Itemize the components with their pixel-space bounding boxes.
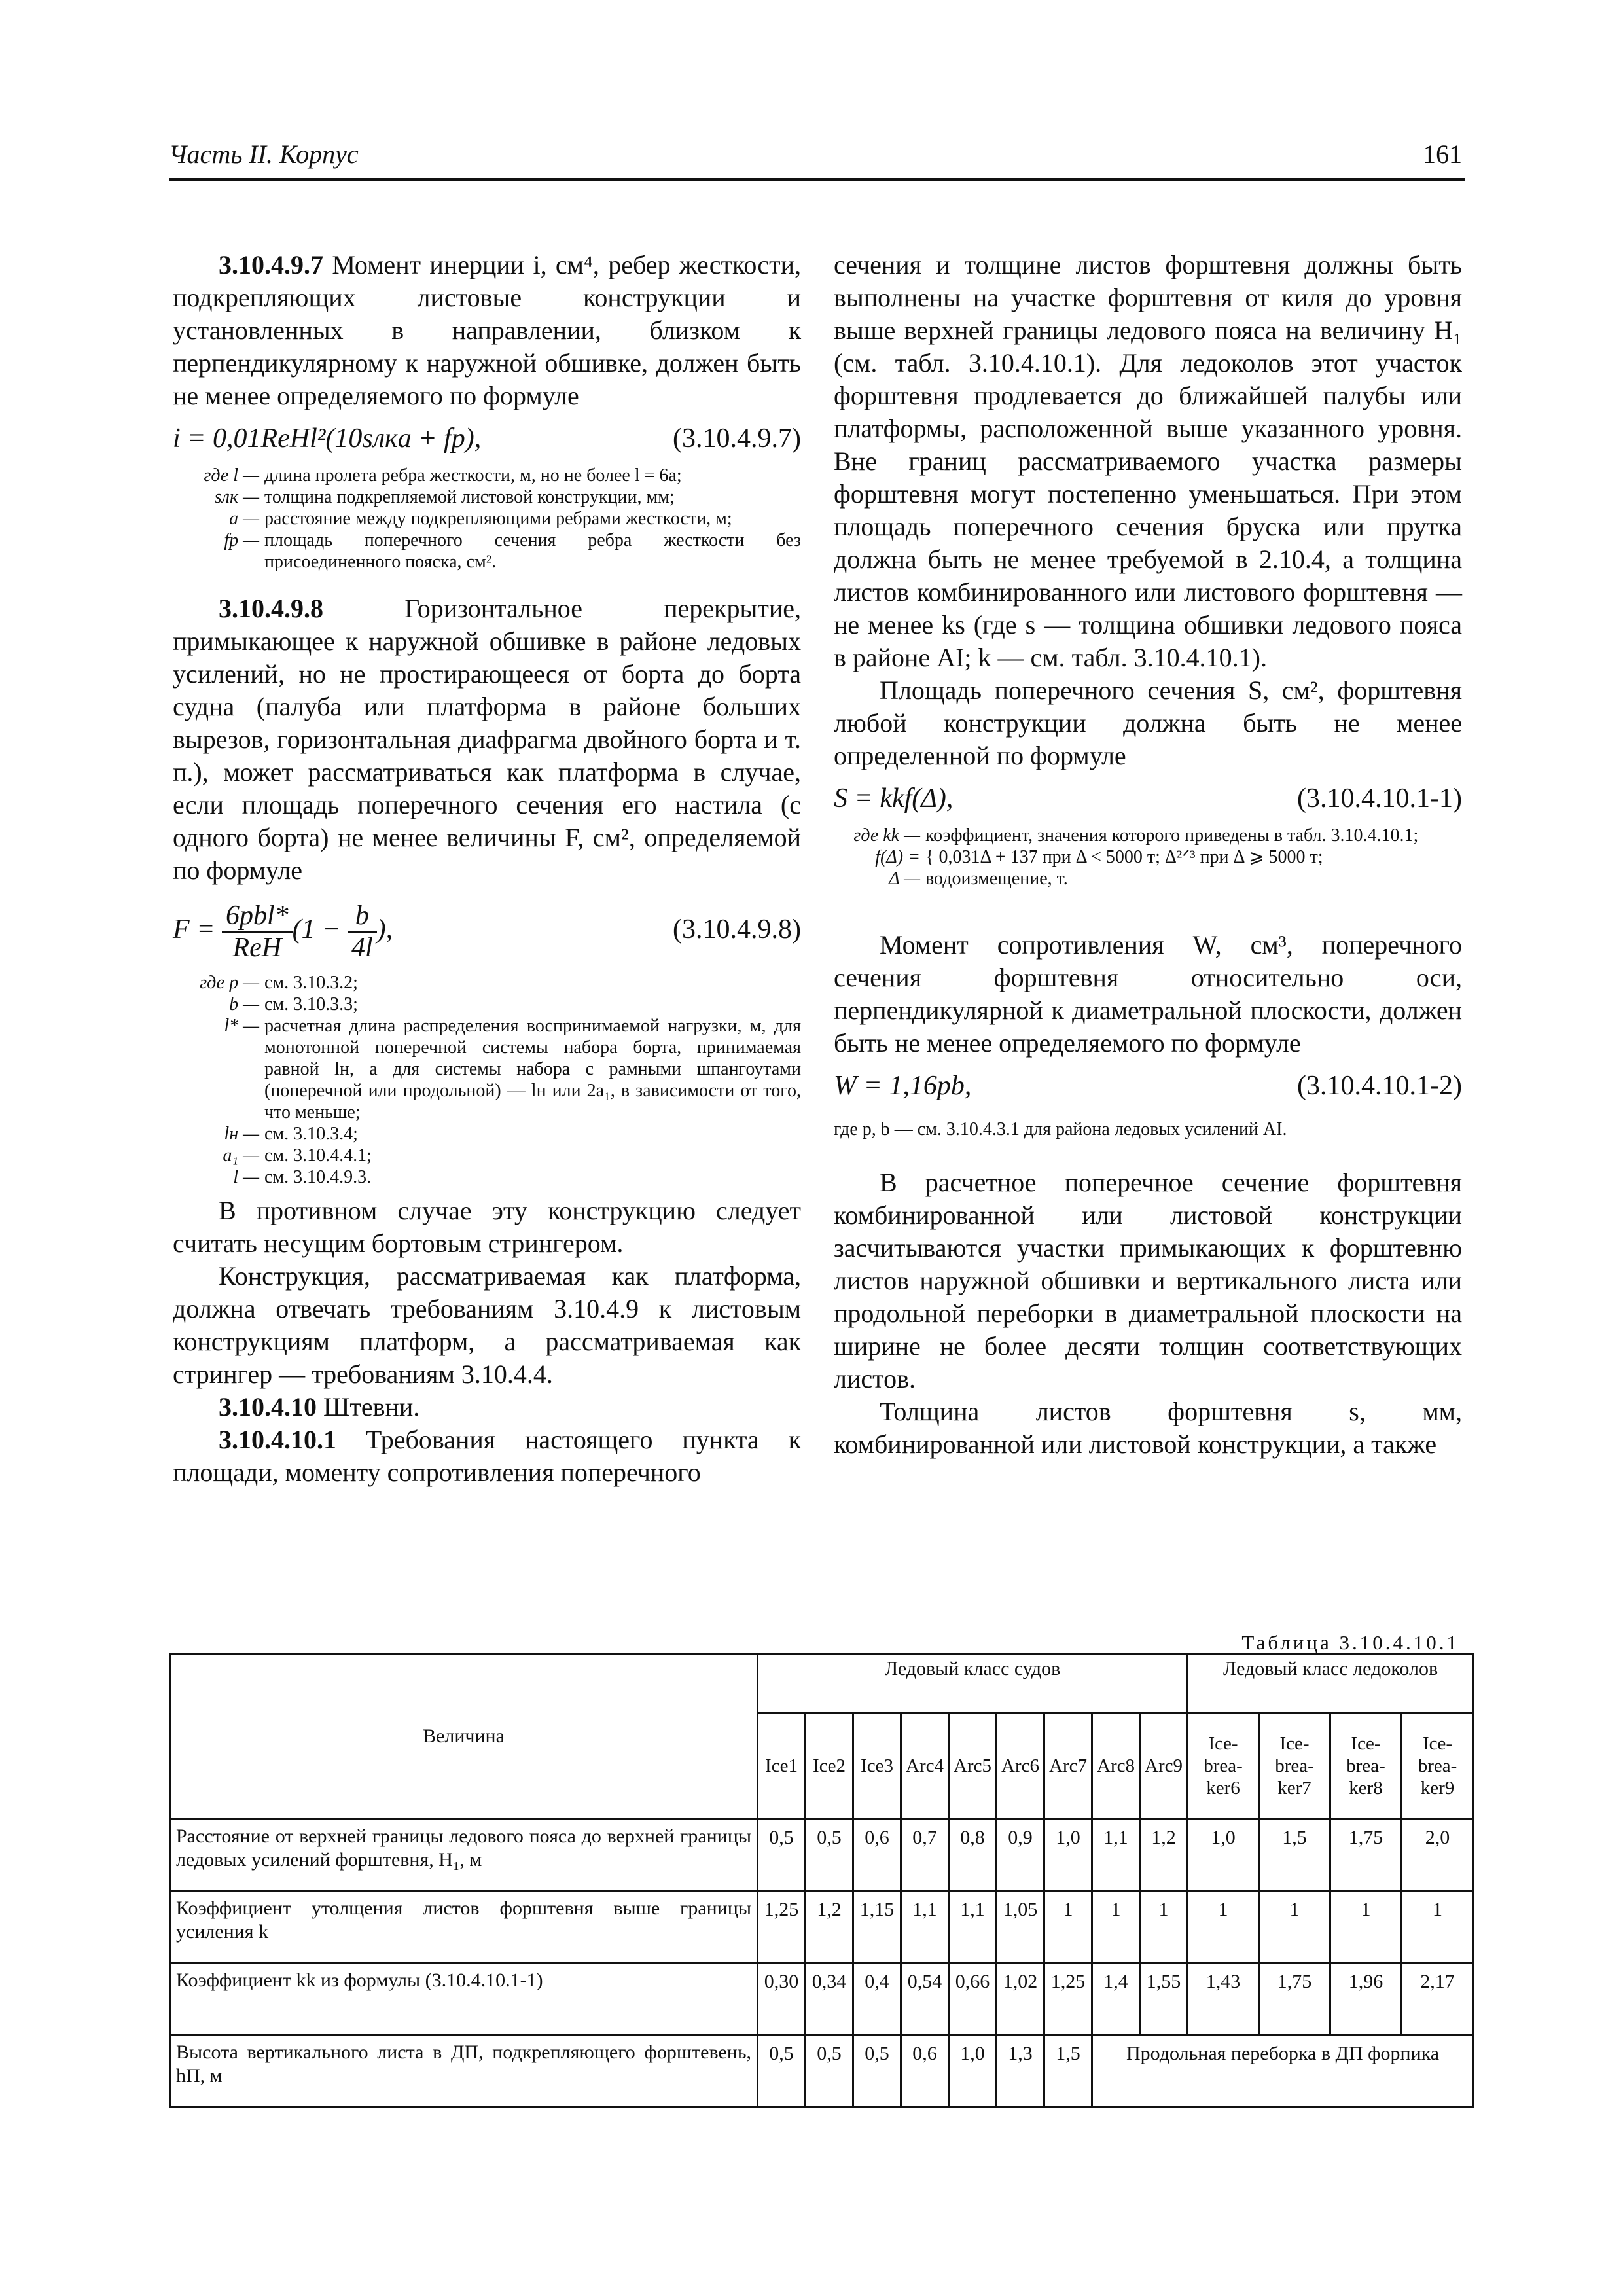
value-cell: 1,05 — [997, 1891, 1044, 1963]
quantity-name-cell: Коэффициент утолщения листов форштевня выше границы усиления k — [170, 1891, 758, 1963]
value-cell: 1 — [1140, 1891, 1188, 1963]
class-header-cell: Arc5 — [949, 1713, 997, 1819]
value-cell: 0,54 — [901, 1963, 949, 2035]
value-cell: 1,3 — [997, 2035, 1044, 2107]
paragraph-section: В расчетное поперечное сечение форштевня комбинированной или листовой конструкции засчитываются участки примыкающих к форштевню листов наружной обшивки и вертикального листа или продольной переборки в диаметральной плоскости на ширине не более десяти толщин соответствующих листов. — [834, 1168, 1462, 1393]
left-column — [173, 249, 801, 1489]
definition-row — [834, 825, 1462, 846]
value-cell: 1,5 — [1044, 2035, 1092, 2107]
quantity-name-cell: Высота вертикального листа в ДП, подкрепляющего форштевень, hП, м — [170, 2035, 758, 2107]
definition-symbol: l* — — [224, 1016, 259, 1036]
where-list-2 — [173, 972, 801, 1188]
value-cell: 0,7 — [901, 1819, 949, 1891]
value-cell: 1,75 — [1330, 1819, 1402, 1891]
value-cell: 1,5 — [1259, 1819, 1330, 1891]
ice-class-table — [169, 1653, 1474, 2108]
definition-symbol: f(Δ) = — [875, 847, 920, 867]
page-header — [169, 139, 1465, 181]
value-cell: 1,02 — [997, 1963, 1044, 2035]
value-cell: 1,0 — [1188, 1819, 1259, 1891]
value-cell: 1,0 — [949, 2035, 997, 2107]
value-cell: 0,34 — [806, 1963, 853, 2035]
class-header-cell: Arc8 — [1092, 1713, 1140, 1819]
definition-symbol: l — — [233, 1167, 259, 1187]
value-cell: 1 — [1330, 1891, 1402, 1963]
value-cell: 0,6 — [901, 2035, 949, 2107]
value-cell: 0,6 — [853, 1819, 901, 1891]
value-cell: 1 — [1259, 1891, 1330, 1963]
definition-text: см. 3.10.3.3; — [264, 994, 358, 1014]
class-header-cell: Ice-brea-ker7 — [1259, 1713, 1330, 1819]
definition-text: см. 3.10.3.2; — [264, 973, 358, 993]
fraction: $\frac{b}{4l}$ — [348, 901, 377, 963]
class-header-cell: Arc6 — [997, 1713, 1044, 1819]
value-cell: 1,75 — [1259, 1963, 1330, 2035]
definition-row — [173, 465, 801, 486]
value-cell: 0,5 — [806, 2035, 853, 2107]
value-cell: 1,1 — [949, 1891, 997, 1963]
header-icebreaker-classes: Ледовый класс ледоколов — [1188, 1654, 1474, 1713]
definition-row — [173, 1166, 801, 1188]
definition-symbol: a₁ — — [223, 1145, 259, 1166]
value-cell: 1,2 — [806, 1891, 853, 1963]
formula-3-10-4-10-1-2: W = 1,16pb, (3.10.4.10.1-2) — [834, 1071, 1462, 1101]
paragraph-continued: сечения и толщине листов форштевня должны быть выполнены на участке форштевня от киля до уровня выше верхней границы ледового пояса на величину H₁ (см. табл. 3.10.4.10.1). Для ледоколов этот участок форштевня продлевается до ближайшей палубы или платформы, расположенной выше указанного уровня. Вне границ рассматриваемого участка размеры форштевня могут постепенно уменьшаться. При этом площадь поперечного сечения бруска или прутка должна быть не менее требуемой в 2.10.4, а толщина листов комбинированного или листового форштевня — не менее ks (где s — толщина обшивки ледового пояса в районе AI; k — см. табл. 3.10.4.10.1). — [834, 250, 1462, 672]
table-row — [170, 1891, 1474, 1963]
formula-3-10-4-9-7: i = 0,01ReHl²(10sлкa + fр), (3.10.4.9.7) — [173, 423, 801, 454]
definition-row — [173, 972, 801, 994]
value-cell: 1,1 — [1092, 1819, 1140, 1891]
class-header-cell: Arc7 — [1044, 1713, 1092, 1819]
definition-text: расчетная длина распределения воспринимаемой нагрузки, м, для монотонной поперечной системы набора борта, принимаемая равной lн, а для системы набора с рамными шпангоутами (поперечной или продольной) — lн или 2a₁, в зависимости от того, что меньше; — [264, 1016, 801, 1122]
header-ship-classes: Ледовый класс судов — [758, 1654, 1188, 1713]
value-cell: 2,17 — [1402, 1963, 1474, 2035]
value-cell: 1 — [1402, 1891, 1474, 1963]
definition-text: см. 3.10.3.4; — [264, 1124, 358, 1144]
value-cell: 1,2 — [1140, 1819, 1188, 1891]
value-cell: 2,0 — [1402, 1819, 1474, 1891]
formula-3-10-4-10-1-1: S = kkf(Δ), (3.10.4.10.1-1) — [834, 783, 1462, 814]
value-cell: 0,5 — [853, 2035, 901, 2107]
value-cell: 0,9 — [997, 1819, 1044, 1891]
definition-row — [173, 529, 801, 573]
definition-symbol: где p — — [200, 973, 259, 993]
table-caption: Таблица 3.10.4.10.1 — [1241, 1631, 1459, 1654]
definition-symbol: lн — — [224, 1124, 259, 1144]
definition-row — [834, 868, 1462, 889]
value-cell: 1,96 — [1330, 1963, 1402, 2035]
where-note-4: где p, b — см. 3.10.4.3.1 для района ледовых усилений AI. — [834, 1119, 1287, 1139]
value-cell: 0,8 — [949, 1819, 997, 1891]
value-cell: 0,66 — [949, 1963, 997, 2035]
definition-row — [834, 846, 1462, 868]
value-cell: 0,30 — [758, 1963, 806, 2035]
definition-text: коэффициент, значения которого приведены в табл. 3.10.4.10.1; — [925, 825, 1419, 846]
definition-text: толщина подкрепляемой листовой конструкции, мм; — [264, 487, 675, 507]
where-list-1 — [173, 465, 801, 573]
value-cell: 1 — [1188, 1891, 1259, 1963]
definition-text: см. 3.10.4.9.3. — [264, 1167, 372, 1187]
value-cell: 1,0 — [1044, 1819, 1092, 1891]
value-cell: 1,1 — [901, 1891, 949, 1963]
definition-symbol: где kk — — [853, 825, 920, 846]
definition-row — [173, 1145, 801, 1166]
right-column — [834, 249, 1462, 1461]
table-row — [170, 1963, 1474, 2035]
value-cell: 0,4 — [853, 1963, 901, 2035]
class-header-cell: Ice2 — [806, 1713, 853, 1819]
definition-symbol: b — — [229, 994, 259, 1014]
definition-symbol: sлк — — [214, 487, 259, 507]
class-header-cell: Ice-brea-ker6 — [1188, 1713, 1259, 1819]
paragraph-moment: Момент сопротивления W, см³, поперечного сечения форштевня относительно оси, перпендикулярной к диаметральной плоскости, должен быть не менее определяемого по формуле — [834, 930, 1462, 1058]
table-row — [170, 2035, 1474, 2107]
paragraph-thickness: Толщина листов форштевня s, мм, комбинированной или листовой конструкции, а также — [834, 1397, 1462, 1459]
page-number: 161 — [1423, 139, 1462, 169]
definition-symbol: a — — [229, 509, 259, 529]
value-cell: 1,15 — [853, 1891, 901, 1963]
definition-text: см. 3.10.4.4.1; — [264, 1145, 372, 1166]
header-quantity: Величина — [170, 1654, 758, 1819]
definition-text: { 0,031Δ + 137 при Δ < 5000 т; Δ²ᐟ³ при Δ ⩾ 5000 т; — [925, 847, 1323, 867]
quantity-name-cell: Расстояние от верхней границы ледового пояса до верхней границы ледовых усилений форштевня, H₁, м — [170, 1819, 758, 1891]
paragraph-3-10-4-10-1: 3.10.4.10.1 Требования настоящего пункта к площади, моменту сопротивления поперечного — [173, 1425, 801, 1487]
running-title: Часть II. Корпус — [169, 139, 359, 169]
paragraph-3-10-4-9-8: 3.10.4.9.8 Горизонтальное перекрытие, примыкающее к наружной обшивке в районе ледовых усилений, но не простирающееся от борта до борта судна (палуба или платформа в районе больших вырезов, горизонтальная диафрагма двойного борта и т. п.), может рассматриваться как платформа в случае, если площадь поперечного сечения его настила (с одного борта) не менее величины F, см², определяемой по формуле — [173, 594, 801, 885]
class-header-cell: Ice-brea-ker9 — [1402, 1713, 1474, 1819]
definition-symbol: Δ — — [889, 869, 920, 889]
class-header-cell: Ice-brea-ker8 — [1330, 1713, 1402, 1819]
definition-row — [173, 486, 801, 508]
paragraph-3-10-4-9-7: 3.10.4.9.7 Момент инерции i, см⁴, ребер жесткости, подкрепляющих листовые конструкции и установленных в направлении, близком к перпендикулярному к наружной обшивке, должен быть не менее определяемого по формуле — [173, 250, 801, 410]
definition-symbol: fр — — [224, 530, 259, 550]
paragraph-construct: Конструкция, рассматриваемая как платформа, должна отвечать требованиям 3.10.4.9 к листовым конструкциям платформ, а рассматриваемая как стрингер — требованиям 3.10.4.4. — [173, 1261, 801, 1389]
paragraph-area: Площадь поперечного сечения S, см², форштевня любой конструкции должна быть не менее определенной по формуле — [834, 675, 1462, 770]
quantity-name-cell: Коэффициент kk из формулы (3.10.4.10.1-1) — [170, 1963, 758, 2035]
definition-row — [173, 994, 801, 1015]
value-cell: 1,25 — [1044, 1963, 1092, 2035]
merged-value-cell: Продольная переборка в ДП форпика — [1092, 2035, 1474, 2107]
definition-row — [173, 1015, 801, 1123]
value-cell: 1,4 — [1092, 1963, 1140, 2035]
value-cell: 1,25 — [758, 1891, 806, 1963]
table-body — [170, 1819, 1474, 2107]
table-row — [170, 1819, 1474, 1891]
definition-text: длина пролета ребра жесткости, м, но не более l = 6a; — [264, 465, 682, 486]
value-cell: 1,43 — [1188, 1963, 1259, 2035]
formula-3-10-4-9-8: F = $\frac{\text{6pbl*}}{\text{ReH}}$ (1 − $\frac{b}{4l}$ ), (3.10.4.9.8) — [173, 900, 801, 963]
paragraph-3-10-4-10: 3.10.4.10 Штевни. — [219, 1392, 420, 1422]
definition-symbol: где l — — [204, 465, 259, 486]
value-cell: 1,55 — [1140, 1963, 1188, 2035]
definition-text: расстояние между подкрепляющими ребрами жесткости, м; — [264, 509, 732, 529]
class-header-cell: Arc9 — [1140, 1713, 1188, 1819]
value-cell: 0,5 — [758, 1819, 806, 1891]
class-header-cell: Arc4 — [901, 1713, 949, 1819]
definition-row — [173, 508, 801, 529]
value-cell: 1 — [1092, 1891, 1140, 1963]
definition-row — [173, 1123, 801, 1145]
definition-text: водоизмещение, т. — [925, 869, 1068, 889]
fraction: $\frac{\text{6pbl*}}{\text{ReH}}$ — [222, 901, 293, 963]
value-cell: 1 — [1044, 1891, 1092, 1963]
class-header-cell: Ice3 — [853, 1713, 901, 1819]
where-list-3 — [834, 825, 1462, 889]
class-header-cell: Ice1 — [758, 1713, 806, 1819]
value-cell: 0,5 — [758, 2035, 806, 2107]
value-cell: 0,5 — [806, 1819, 853, 1891]
paragraph-otherwise: В противном случае эту конструкцию следует считать несущим бортовым стрингером. — [173, 1196, 801, 1258]
definition-text: площадь поперечного сечения ребра жесткости без присоединенного пояска, см². — [264, 530, 801, 572]
